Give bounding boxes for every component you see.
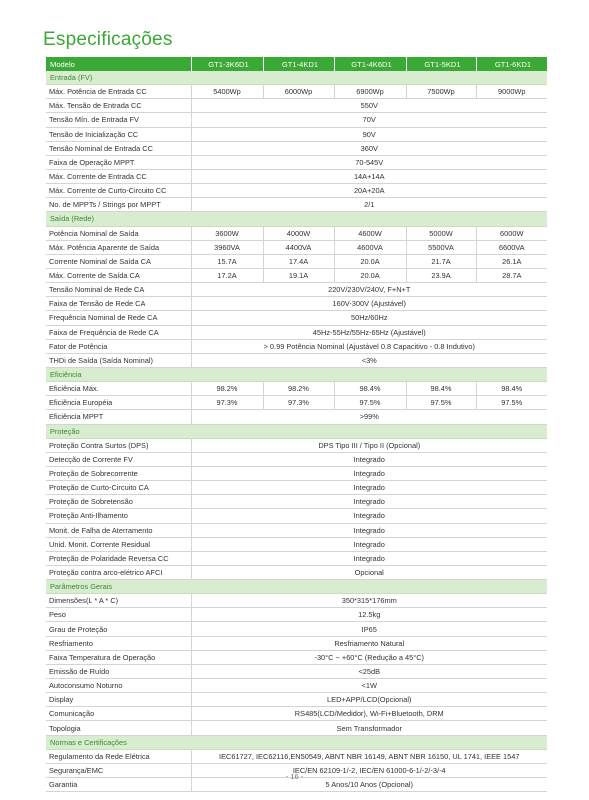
parameter-value: 23.9A — [406, 268, 476, 282]
table-row — [46, 311, 547, 325]
column-header-gt1-5kd1: GT1-5KD1 — [406, 57, 476, 71]
table-row — [46, 169, 547, 183]
section-header-row — [46, 424, 547, 438]
parameter-value: Integrado — [191, 466, 547, 480]
parameter-value: IEC/EN 62109-1/-2, IEC/EN 61000-6-1/-2/-3/-4 — [191, 763, 547, 777]
parameter-label: Autoconsumo Noturno — [46, 679, 191, 693]
page-number: - 16 - — [285, 772, 304, 781]
parameter-value: 3600W — [191, 226, 263, 240]
parameter-value: 12.5kg — [191, 608, 547, 622]
parameter-label: Máx. Corrente de Saída CA — [46, 268, 191, 282]
parameter-value: 6600VA — [476, 240, 547, 254]
parameter-label: Máx. Potência de Entrada CC — [46, 85, 191, 99]
table-row — [46, 198, 547, 212]
parameter-label: Eficiência Européia — [46, 396, 191, 410]
table-row — [46, 481, 547, 495]
parameter-value: 350*315*176mm — [191, 594, 547, 608]
parameter-label: Detecção de Corrente FV — [46, 452, 191, 466]
table-row — [46, 594, 547, 608]
parameter-value: Integrado — [191, 481, 547, 495]
table-row — [46, 141, 547, 155]
parameter-value: 15.7A — [191, 254, 263, 268]
table-row — [46, 749, 547, 763]
parameter-value: 14A+14A — [191, 169, 547, 183]
parameter-label: Monit. de Falha de Aterramento — [46, 523, 191, 537]
section-title: Entrada (FV) — [46, 71, 547, 85]
table-row — [46, 537, 547, 551]
parameter-value: 45Hz-55Hz/55Hz-65Hz (Ajustável) — [191, 325, 547, 339]
parameter-value: 70-545V — [191, 155, 547, 169]
parameter-value: IP65 — [191, 622, 547, 636]
parameter-value: 97.5% — [334, 396, 406, 410]
parameter-label: Tensão Mín. de Entrada FV — [46, 113, 191, 127]
parameter-label: Proteção de Sobretensão — [46, 495, 191, 509]
table-row — [46, 382, 547, 396]
table-row — [46, 396, 547, 410]
parameter-value: 220V/230V/240V, F+N+T — [191, 283, 547, 297]
parameter-value: 4000W — [263, 226, 334, 240]
table-row — [46, 495, 547, 509]
parameter-value: 160V-300V (Ajustável) — [191, 297, 547, 311]
parameter-label: Tensão de Inicialização CC — [46, 127, 191, 141]
parameter-label: Faixa de Tensão de Rede CA — [46, 297, 191, 311]
parameter-value: 97.5% — [476, 396, 547, 410]
table-row — [46, 721, 547, 735]
table-row — [46, 226, 547, 240]
section-title: Saída (Rede) — [46, 212, 547, 226]
parameter-value: 98.2% — [191, 382, 263, 396]
parameter-value: Resfriamento Natural — [191, 636, 547, 650]
parameter-value: 20.0A — [334, 268, 406, 282]
parameter-value: 5400Wp — [191, 85, 263, 99]
parameter-label: Display — [46, 693, 191, 707]
table-row — [46, 452, 547, 466]
parameter-value: DPS Tipo III / Tipo II (Opcional) — [191, 438, 547, 452]
parameter-value: -30°C ~ +60°C (Redução a 45°C) — [191, 650, 547, 664]
table-row — [46, 693, 547, 707]
parameter-value: 97.5% — [406, 396, 476, 410]
parameter-label: Peso — [46, 608, 191, 622]
parameter-label: Proteção contra arco-elétrico AFCI — [46, 565, 191, 579]
parameter-value: 50Hz/60Hz — [191, 311, 547, 325]
parameter-label: Frequência Nominal de Rede CA — [46, 311, 191, 325]
parameter-value: 20A+20A — [191, 184, 547, 198]
parameter-value: Opcional — [191, 565, 547, 579]
parameter-label: Fator de Potência — [46, 339, 191, 353]
parameter-label: Máx. Corrente de Curto-Circuito CC — [46, 184, 191, 198]
parameter-label: Faixa Temperatura de Operação — [46, 650, 191, 664]
parameter-value: 360V — [191, 141, 547, 155]
table-row — [46, 254, 547, 268]
section-header-row — [46, 367, 547, 381]
parameter-value: <25dB — [191, 664, 547, 678]
column-header-model: Modelo — [46, 57, 191, 71]
column-header-gt1-6kd1: GT1-6KD1 — [476, 57, 547, 71]
table-row — [46, 523, 547, 537]
parameter-label: Grau de Proteção — [46, 622, 191, 636]
parameter-label: Faixa de Operação MPPT — [46, 155, 191, 169]
parameter-value: > 0.99 Potência Nominal (Ajustável 0.8 Capacitivo - 0.8 Indutivo) — [191, 339, 547, 353]
table-row — [46, 155, 547, 169]
column-header-gt1-4kd1: GT1-4KD1 — [263, 57, 334, 71]
table-row — [46, 113, 547, 127]
parameter-value: 98.4% — [334, 382, 406, 396]
column-header-gt1-4k6d1: GT1-4K6D1 — [334, 57, 406, 71]
table-row — [46, 325, 547, 339]
table-row — [46, 268, 547, 282]
section-title: Parâmetros Gerais — [46, 580, 547, 594]
section-header-row — [46, 580, 547, 594]
table-row — [46, 608, 547, 622]
parameter-value: 21.7A — [406, 254, 476, 268]
parameter-label: Potência Nominal de Saída — [46, 226, 191, 240]
parameter-label: Segurança/EMC — [46, 763, 191, 777]
parameter-label: Comunicação — [46, 707, 191, 721]
table-row — [46, 85, 547, 99]
parameter-value: 17.2A — [191, 268, 263, 282]
parameter-value: 2/1 — [191, 198, 547, 212]
column-header-gt1-3k6d1: GT1-3K6D1 — [191, 57, 263, 71]
parameter-label: Máx. Tensão de Entrada CC — [46, 99, 191, 113]
parameter-label: Máx. Corrente de Entrada CC — [46, 169, 191, 183]
parameter-label: Resfriamento — [46, 636, 191, 650]
parameter-value: 97.3% — [191, 396, 263, 410]
specifications-table — [46, 57, 547, 792]
table-row — [46, 99, 547, 113]
table-row — [46, 551, 547, 565]
table-row — [46, 410, 547, 424]
parameter-value: Integrado — [191, 537, 547, 551]
section-title: Normas e Certificações — [46, 735, 547, 749]
parameter-label: Regulamento da Rede Elétrica — [46, 749, 191, 763]
section-header-row — [46, 71, 547, 85]
table-row — [46, 622, 547, 636]
table-row — [46, 679, 547, 693]
table-row — [46, 664, 547, 678]
parameter-value: <1W — [191, 679, 547, 693]
parameter-value: 98.4% — [406, 382, 476, 396]
parameter-value: 6900Wp — [334, 85, 406, 99]
parameter-label: Dimensões(L * A * C) — [46, 594, 191, 608]
section-header-row — [46, 212, 547, 226]
parameter-value: 98.4% — [476, 382, 547, 396]
parameter-value: Integrado — [191, 551, 547, 565]
parameter-value: 17.4A — [263, 254, 334, 268]
parameter-label: Tensão Nominal de Rede CA — [46, 283, 191, 297]
parameter-value: <3% — [191, 353, 547, 367]
parameter-value: 4600W — [334, 226, 406, 240]
parameter-label: Unid. Monit. Corrente Residual — [46, 537, 191, 551]
parameter-value: Sem Transformador — [191, 721, 547, 735]
parameter-value: 5 Anos/10 Anos (Opcional) — [191, 778, 547, 792]
parameter-value: 20.0A — [334, 254, 406, 268]
section-header-row — [46, 735, 547, 749]
parameter-value: 90V — [191, 127, 547, 141]
table-row — [46, 297, 547, 311]
parameter-value: 4400VA — [263, 240, 334, 254]
parameter-label: Eficiência MPPT — [46, 410, 191, 424]
parameter-label: Tensão Nominal de Entrada CC — [46, 141, 191, 155]
table-row — [46, 650, 547, 664]
table-row — [46, 509, 547, 523]
parameter-value: 9000Wp — [476, 85, 547, 99]
parameter-label: THDi de Saída (Saída Nominal) — [46, 353, 191, 367]
parameter-label: Máx. Potência Aparente de Saída — [46, 240, 191, 254]
parameter-label: Proteção de Curto-Circuito CA — [46, 481, 191, 495]
table-row — [46, 127, 547, 141]
parameter-value: 7500Wp — [406, 85, 476, 99]
parameter-label: Proteção Contra Surtos (DPS) — [46, 438, 191, 452]
parameter-value: >99% — [191, 410, 547, 424]
parameter-value: 3960VA — [191, 240, 263, 254]
table-row — [46, 339, 547, 353]
table-row — [46, 353, 547, 367]
parameter-value: 6000Wp — [263, 85, 334, 99]
table-row — [46, 184, 547, 198]
table-row — [46, 565, 547, 579]
parameter-label: Eficiência Máx. — [46, 382, 191, 396]
parameter-label: Faixa de Frequência de Rede CA — [46, 325, 191, 339]
parameter-label: Proteção de Polaridade Reversa CC — [46, 551, 191, 565]
parameter-value: Integrado — [191, 523, 547, 537]
table-row — [46, 240, 547, 254]
parameter-value: 26.1A — [476, 254, 547, 268]
parameter-value: 5500VA — [406, 240, 476, 254]
table-row — [46, 636, 547, 650]
parameter-label: Topologia — [46, 721, 191, 735]
parameter-value: 98.2% — [263, 382, 334, 396]
parameter-label: Emissão de Ruído — [46, 664, 191, 678]
parameter-value: IEC61727, IEC62116,EN50549, ABNT NBR 16149, ABNT NBR 16150, UL 1741, IEEE 1547 — [191, 749, 547, 763]
table-body — [46, 71, 547, 792]
parameter-label: Corrente Nominal de Saída CA — [46, 254, 191, 268]
parameter-value: LED+APP/LCD(Opcional) — [191, 693, 547, 707]
table-row — [46, 438, 547, 452]
parameter-value: 70V — [191, 113, 547, 127]
parameter-value: Integrado — [191, 509, 547, 523]
parameter-label: Garantia — [46, 778, 191, 792]
table-row — [46, 707, 547, 721]
parameter-label: Proteção Anti-Ilhamento — [46, 509, 191, 523]
parameter-value: Integrado — [191, 495, 547, 509]
parameter-value: 28.7A — [476, 268, 547, 282]
section-title: Proteção — [46, 424, 547, 438]
table-row — [46, 466, 547, 480]
parameter-value: 97.3% — [263, 396, 334, 410]
table-header-row — [46, 57, 547, 71]
parameter-label: No. de MPPTs / Strings por MPPT — [46, 198, 191, 212]
parameter-value: 5000W — [406, 226, 476, 240]
parameter-value: Integrado — [191, 452, 547, 466]
parameter-label: Proteção de Sobrecorrente — [46, 466, 191, 480]
parameter-value: 4600VA — [334, 240, 406, 254]
parameter-value: 19.1A — [263, 268, 334, 282]
parameter-value: 6000W — [476, 226, 547, 240]
page-title: Especificações — [43, 29, 173, 50]
table-row — [46, 283, 547, 297]
parameter-value: RS485(LCD/Medidor), Wi-Fi+Bluetooth, DRM — [191, 707, 547, 721]
section-title: Eficiência — [46, 367, 547, 381]
parameter-value: 550V — [191, 99, 547, 113]
